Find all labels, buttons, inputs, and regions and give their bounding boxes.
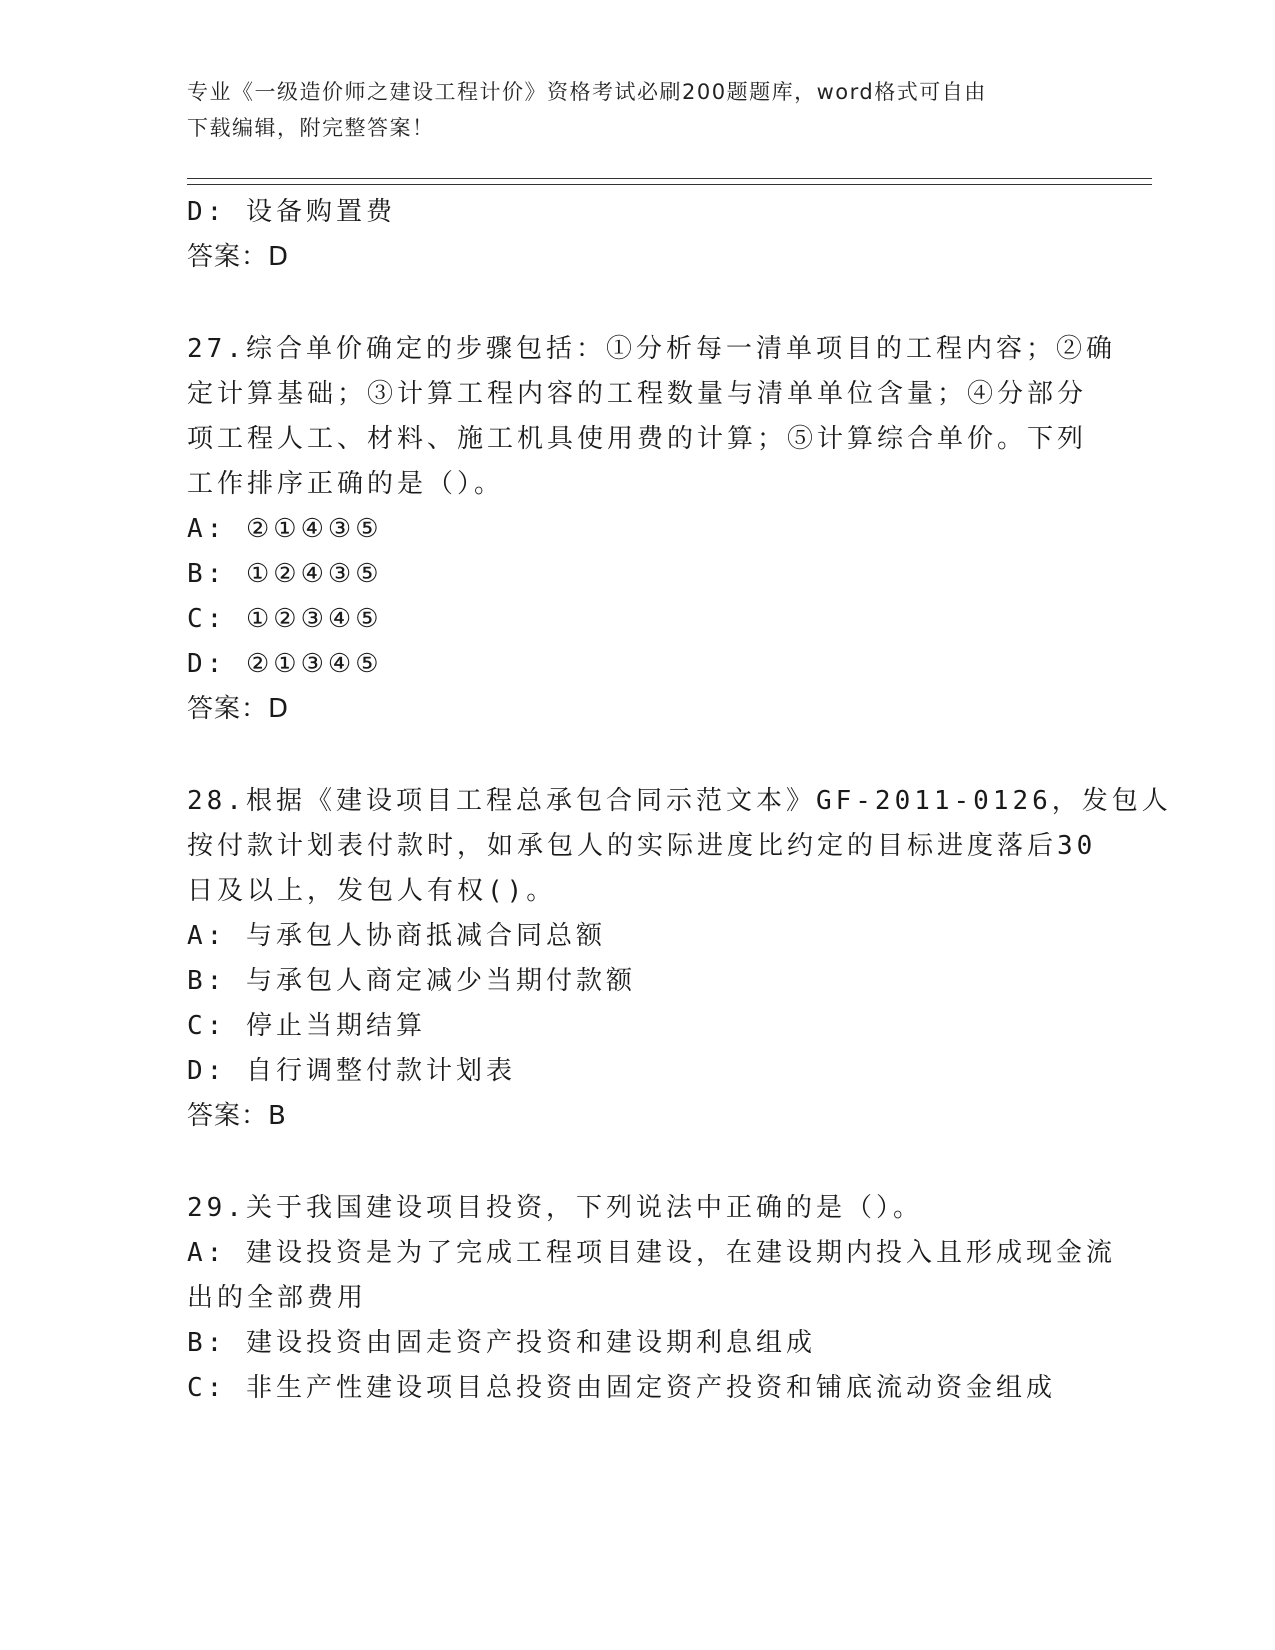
stem-line: 27.综合单价确定的步骤包括：①分析每一清单项目的工程内容；②确 bbox=[187, 334, 1116, 364]
option-a-continued: 出的全部费用 bbox=[187, 1283, 368, 1313]
answer-label: 答案：D bbox=[187, 242, 290, 272]
option-d: D: 设备购置费 bbox=[187, 197, 396, 227]
document-header bbox=[187, 74, 1067, 146]
question-list bbox=[187, 190, 1172, 1411]
question-29 bbox=[187, 1186, 1116, 1411]
question-prev-tail bbox=[187, 190, 1087, 280]
question-stem bbox=[187, 1186, 1087, 1231]
question-stem bbox=[187, 779, 1172, 914]
header-line-2: 下载编辑，附完整答案！ bbox=[187, 116, 435, 140]
stem-line: 28.根据《建设项目工程总承包合同示范文本》GF-2011-0126，发包人 bbox=[187, 786, 1172, 816]
option-b: B: 与承包人商定减少当期付款额 bbox=[187, 966, 636, 996]
spacer bbox=[187, 1139, 1087, 1186]
option-b: B: 建设投资由固走资产投资和建设期利息组成 bbox=[187, 1328, 816, 1358]
answer-label: 答案：D bbox=[187, 694, 290, 724]
option-d: D: ②①③④⑤ bbox=[187, 649, 383, 679]
answer-label: 答案：B bbox=[187, 1101, 287, 1131]
option-c: C: 停止当期结算 bbox=[187, 1011, 426, 1041]
spacer bbox=[187, 280, 1087, 327]
stem-line: 日及以上，发包人有权()。 bbox=[187, 876, 557, 906]
option-a: A: 与承包人协商抵减合同总额 bbox=[187, 921, 606, 951]
question-27 bbox=[187, 327, 1116, 732]
option-b: B: ①②④③⑤ bbox=[187, 559, 383, 589]
stem-line: 29.关于我国建设项目投资，下列说法中正确的是（）。 bbox=[187, 1193, 923, 1223]
stem-line: 工作排序正确的是（）。 bbox=[187, 469, 505, 499]
option-a: A: ②①④③⑤ bbox=[187, 514, 383, 544]
option-c: C: ①②③④⑤ bbox=[187, 604, 383, 634]
spacer bbox=[187, 732, 1087, 779]
stem-line: 定计算基础；③计算工程内容的工程数量与清单单位含量；④分部分 bbox=[187, 379, 1088, 409]
header-line-1: 专业《一级造价师之建设工程计价》资格考试必刷200题题库，word格式可自由 bbox=[187, 80, 987, 104]
question-stem bbox=[187, 327, 1116, 507]
stem-line: 项工程人工、材料、施工机具使用费的计算；⑤计算综合单价。下列 bbox=[187, 424, 1088, 454]
option-a: A: 建设投资是为了完成工程项目建设，在建设期内投入且形成现金流 bbox=[187, 1238, 1116, 1268]
stem-line: 按付款计划表付款时，如承包人的实际进度比约定的目标进度落后30 bbox=[187, 831, 1097, 861]
header-divider bbox=[187, 178, 1152, 185]
question-28 bbox=[187, 779, 1172, 1139]
option-c: C: 非生产性建设项目总投资由固定资产投资和铺底流动资金组成 bbox=[187, 1373, 1056, 1403]
option-d: D: 自行调整付款计划表 bbox=[187, 1056, 516, 1086]
